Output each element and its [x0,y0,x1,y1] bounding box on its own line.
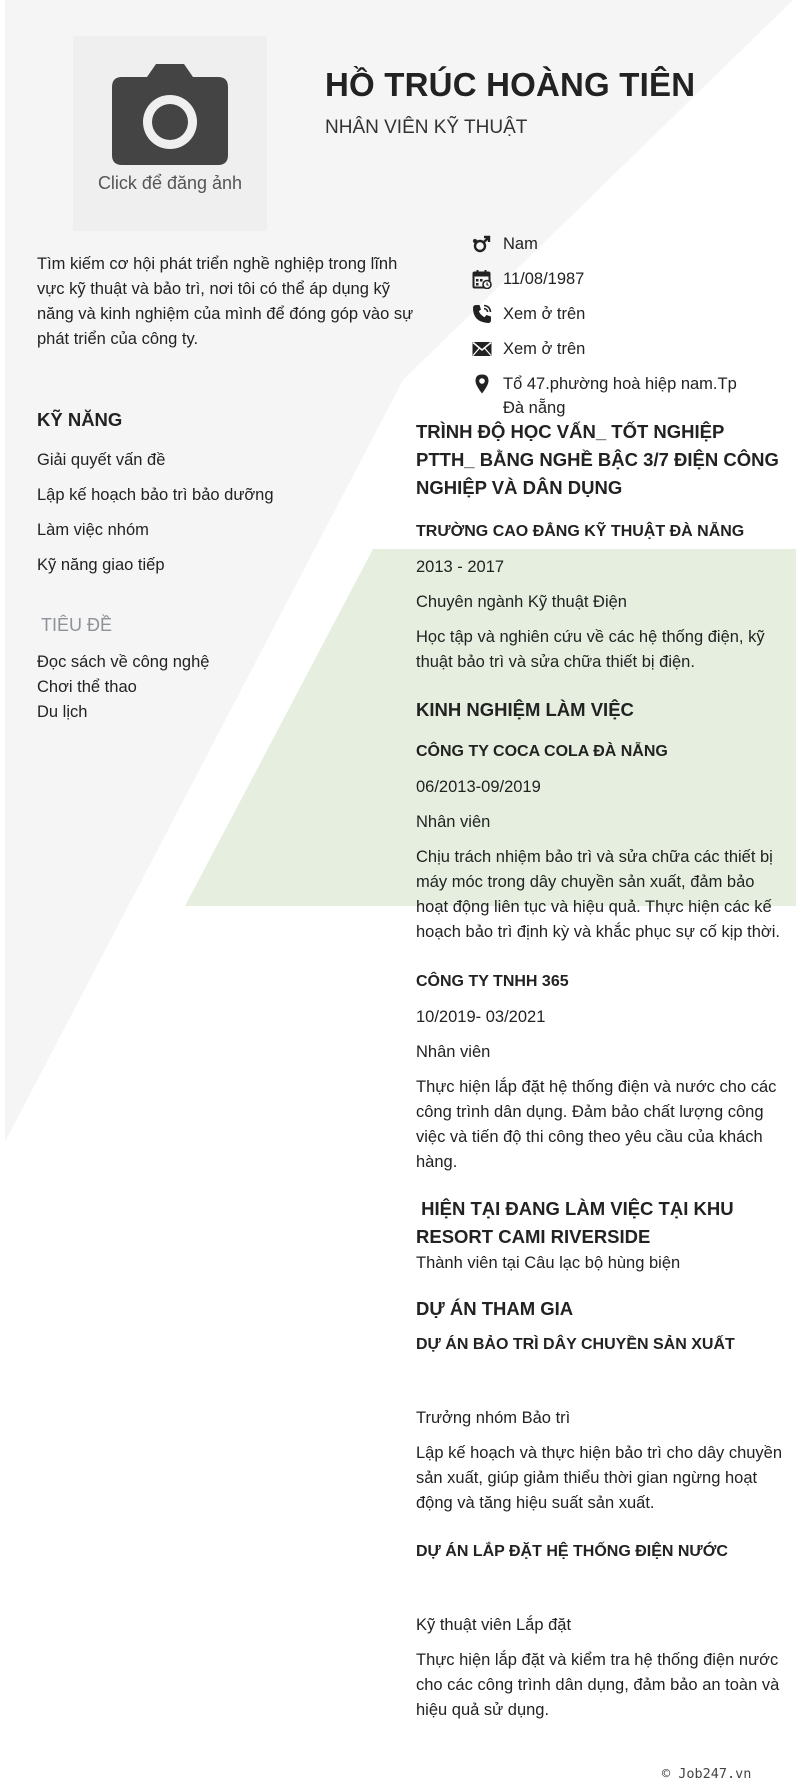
job-description: Chịu trách nhiệm bảo trì và sửa chữa các thiết bị máy móc trong dây chuyền sản xuất, đảm bảo hoạt động liên tục và hiệu quả. Thực hiện các kế hoạch bảo trì định kỳ và khắc phục sự cố kịp thời. [416,848,780,941]
skill-item: Kỹ năng giao tiếp [37,556,165,574]
project-role: Trưởng nhóm Bảo trì [416,1409,571,1427]
current-activity-text: Thành viên tại Câu lạc bộ hùng biện [416,1254,681,1272]
current-activity-heading: HIỆN TẠI ĐANG LÀM VIỆC TẠI KHU RESORT CAMI RIVERSIDE [416,1198,739,1247]
hobbies-heading: TIÊU ĐỀ [41,615,113,635]
phone-icon [472,304,492,324]
contact-gender [472,232,772,256]
project-item [416,1334,786,1516]
experience-section [416,696,786,1175]
project-description: Thực hiện lắp đặt và kiểm tra hệ thống điện nước cho các công trình dân dụng, đảm bảo an toàn và hiệu quả sử dụng. [416,1651,780,1719]
education-section [416,418,786,675]
skills-section [37,409,337,589]
calendar-icon [472,269,492,289]
location-pin-icon [472,374,492,394]
main-column [416,418,786,1723]
contact-address [472,372,772,420]
project-name: DỰ ÁN LẮP ĐẶT HỆ THỐNG ĐIỆN NƯỚC [416,1543,728,1560]
contact-phone [472,302,772,326]
career-objective: Tìm kiếm cơ hội phát triển nghề nghiệp trong lĩnh vực kỹ thuật và bảo trì, nơi tôi có thể áp dụng kỹ năng và kinh nghiệm của mình để đóng góp vào sự phát triển của công ty. [37,255,414,348]
skills-heading: KỸ NĂNG [37,409,123,430]
photo-upload-box[interactable] [73,36,267,231]
company-name: CÔNG TY TNHH 365 [416,973,569,990]
hobby-item: Đọc sách về công nghệ [37,653,210,671]
current-activity-section [416,1195,786,1276]
projects-heading: DỰ ÁN THAM GIA [416,1298,574,1319]
gender-icon [472,234,492,254]
address-line-1: Tổ 47.phường hoà hiệp nam.Tp [503,375,737,393]
hobby-item: Du lịch [37,703,88,721]
camera-icon [111,63,229,167]
contact-dob [472,267,772,291]
dob-value: 11/08/1987 [503,270,585,288]
experience-item [416,741,786,945]
skill-item: Giải quyết vấn đề [37,451,166,469]
contact-info [472,232,772,431]
job-title: NHÂN VIÊN KỸ THUẬT [325,117,528,138]
hobby-item: Chơi thể thao [37,678,137,696]
project-description: Lập kế hoạch và thực hiện bảo trì cho dây chuyền sản xuất, giúp giảm thiểu thời gian ngừng hoạt động và tăng hiệu suất sản xuất. [416,1444,783,1512]
job-description: Thực hiện lắp đặt hệ thống điện và nước cho các công trình dân dụng. Đảm bảo chất lượng công việc và tiến độ thi công theo yêu cầu của khách hàng. [416,1078,777,1171]
envelope-icon [472,339,492,359]
job-period: 06/2013-09/2019 [416,778,541,796]
job-role: Nhân viên [416,813,491,831]
projects-section [416,1295,786,1723]
job-role: Nhân viên [416,1043,491,1061]
education-period: 2013 - 2017 [416,558,505,576]
project-name: DỰ ÁN BẢO TRÌ DÂY CHUYỀN SẢN XUẤT [416,1336,735,1353]
job-period: 10/2019- 03/2021 [416,1008,546,1026]
skill-item: Lập kế hoạch bảo trì bảo dưỡng [37,486,274,504]
project-item [416,1541,786,1723]
candidate-name: HỒ TRÚC HOÀNG TIÊN [325,66,696,103]
education-heading: TRÌNH ĐỘ HỌC VẤN_ TỐT NGHIỆP PTTH_ BẰNG NGHỀ BẬC 3/7 ĐIỆN CÔNG NGHIỆP VÀ DÂN DỤNG [416,421,779,498]
school-name: TRƯỜNG CAO ĐẲNG KỸ THUẬT ĐÀ NẴNG [416,523,745,540]
email-value: Xem ở trên [503,340,586,358]
hobbies-section [37,615,337,725]
skill-item: Làm việc nhóm [37,521,149,539]
company-name: CÔNG TY COCA COLA ĐÀ NẴNG [416,743,668,760]
photo-upload-label: Click để đăng ảnh [97,173,243,193]
address-line-2: Đà nẵng [503,399,566,417]
experience-item [416,971,786,1175]
contact-email [472,337,772,361]
phone-value: Xem ở trên [503,305,586,323]
copyright-footer: © Job247.vn [662,1766,752,1782]
education-major: Chuyên ngành Kỹ thuật Điện [416,593,627,611]
experience-heading: KINH NGHIỆM LÀM VIỆC [416,699,634,720]
project-role: Kỹ thuật viên Lắp đặt [416,1616,572,1634]
education-description: Học tập và nghiên cứu về các hệ thống điện, kỹ thuật bảo trì và sửa chữa thiết bị điện. [416,628,765,671]
gender-value: Nam [503,235,538,253]
